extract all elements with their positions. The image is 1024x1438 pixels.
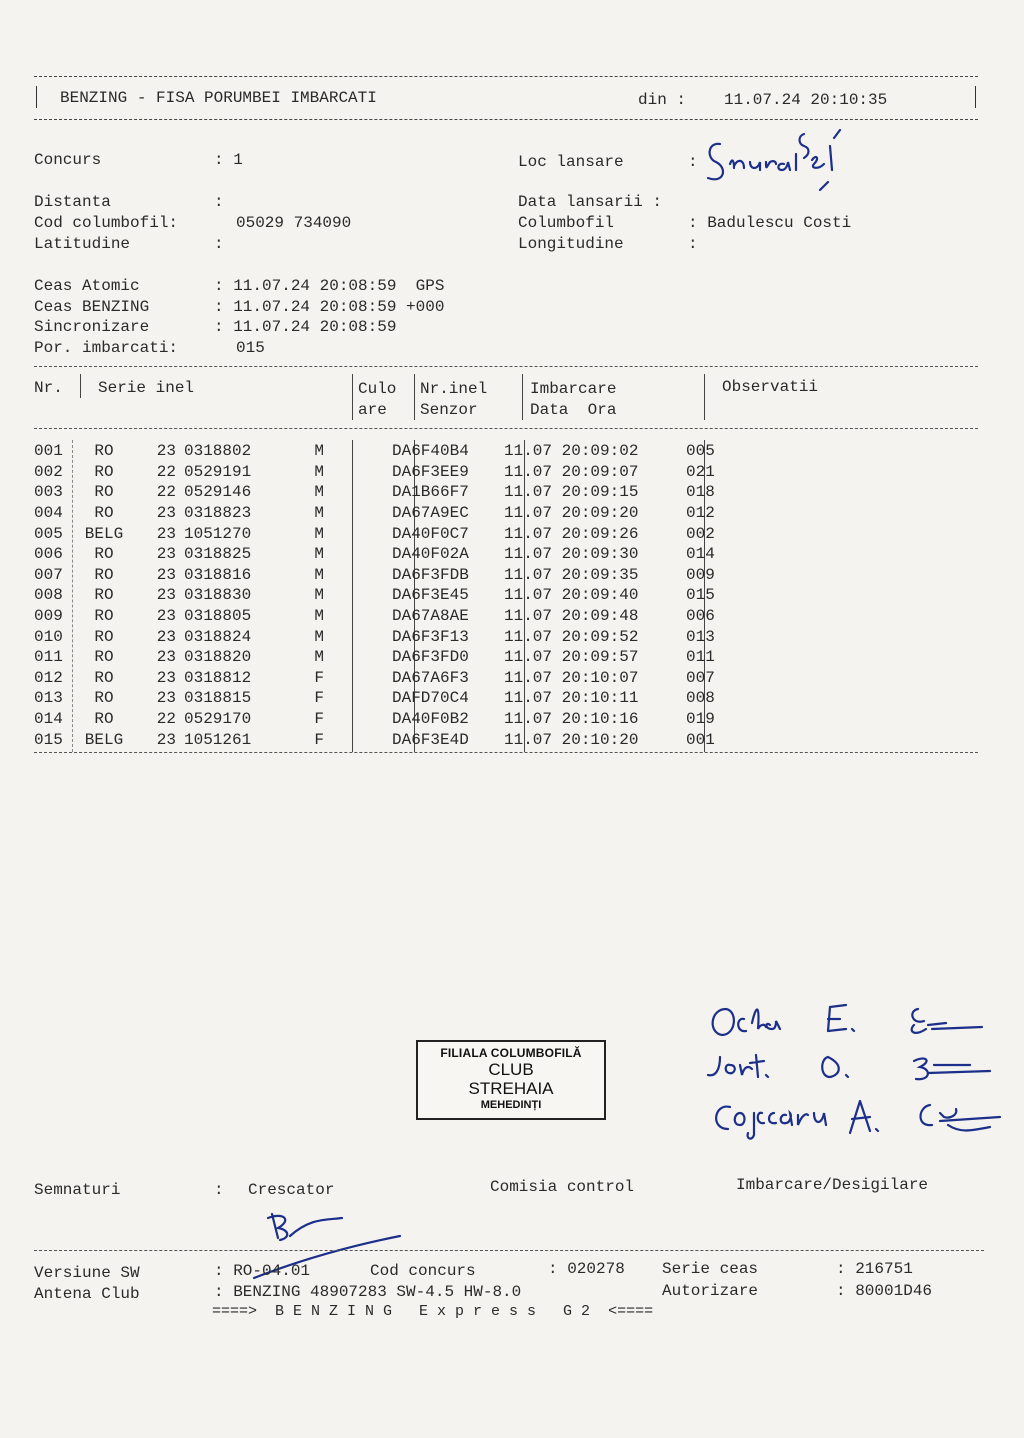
row-color [332, 462, 388, 483]
row-color [332, 523, 388, 544]
row-color [332, 482, 388, 503]
loc-lansare-handwriting [700, 124, 870, 204]
row-observations: 011 [686, 648, 715, 667]
row-country: RO [94, 504, 114, 523]
stamp-line-3: STREHAIA [468, 1079, 554, 1098]
antena-club-value: : BENZING 48907283 SW-4.5 HW-8.0 [214, 1283, 522, 1301]
row-embark-datetime: 11.07 20:09:30 [504, 545, 639, 564]
row-year: 23 [156, 504, 176, 523]
row-observations: 013 [686, 627, 715, 646]
distanta-label: Distanta [34, 193, 111, 211]
table-header-rule [34, 428, 978, 429]
document-title: BENZING - FISA PORUMBEI IMBARCATI [60, 89, 377, 107]
row-observations: 021 [686, 462, 715, 481]
row-country: RO [94, 607, 114, 626]
row-sensor-id: DA40F0B2 [392, 710, 469, 729]
imbarcare-desigilare-label: Imbarcare/Desigilare [736, 1176, 929, 1194]
row-embark-datetime: 11.07 20:09:52 [504, 627, 639, 646]
table-row [34, 462, 715, 483]
row-embark-datetime: 11.07 20:10:07 [504, 668, 639, 687]
row-sensor-id: DAFD70C4 [392, 689, 469, 708]
col-header-nr: Nr. [34, 379, 63, 397]
row-sex: M [314, 648, 324, 667]
table-row [34, 729, 715, 750]
col-header-imbarcare-2: Data Ora [530, 401, 617, 419]
row-embark-datetime: 11.07 20:09:15 [504, 483, 639, 502]
longitudine-label: Longitudine [518, 235, 624, 253]
row-nr: 005 [34, 524, 63, 543]
row-ring-number: 0318802 [184, 442, 252, 461]
table-row [34, 585, 715, 606]
row-year: 23 [156, 545, 176, 564]
comisia-control-label: Comisia control [490, 1178, 635, 1196]
columbofil-label: Columbofil [518, 214, 615, 232]
row-observations: 014 [686, 545, 715, 564]
row-observations: 018 [686, 483, 715, 502]
data-lansarii-label: Data lansarii : [518, 193, 663, 211]
por-imbarcati-value: 015 [236, 339, 265, 357]
row-ring-number: 0318816 [184, 565, 252, 584]
row-year: 23 [156, 648, 176, 667]
row-ring-number: 0318815 [184, 689, 252, 708]
row-observations: 012 [686, 504, 715, 523]
row-sensor-id: DA1B66F7 [392, 483, 469, 502]
row-nr: 011 [34, 648, 63, 667]
row-year: 22 [156, 710, 176, 729]
row-embark-datetime: 11.07 20:09:57 [504, 648, 639, 667]
row-nr: 015 [34, 730, 63, 749]
table-top-rule [34, 366, 978, 367]
sincronizare-label: Sincronizare [34, 318, 150, 336]
row-ring-number: 0529170 [184, 710, 252, 729]
semnaturi-label: Semnaturi [34, 1181, 121, 1199]
stamp-line-1: FILIALA COLUMBOFILĂ [440, 1046, 582, 1060]
row-sensor-id: DA6F40B4 [392, 442, 469, 461]
row-embark-datetime: 11.07 20:09:35 [504, 565, 639, 584]
row-ring-number: 1051270 [184, 524, 252, 543]
row-country: RO [94, 545, 114, 564]
row-observations: 006 [686, 607, 715, 626]
row-ring-number: 0318823 [184, 504, 252, 523]
row-sensor-id: DA6F3F13 [392, 627, 469, 646]
row-year: 22 [156, 483, 176, 502]
row-nr: 004 [34, 504, 63, 523]
cod-columbofil-value: 05029 734090 [236, 214, 352, 232]
row-country: RO [94, 586, 114, 605]
row-color [332, 668, 388, 689]
row-sensor-id: DA40F02A [392, 545, 469, 564]
row-observations: 001 [686, 730, 715, 749]
col-header-inel-2: Senzor [420, 401, 478, 419]
sincronizare-value: : 11.07.24 20:08:59 [214, 318, 397, 336]
club-stamp [416, 1040, 606, 1120]
versiune-sw-label: Versiune SW [34, 1264, 140, 1282]
semnaturi-sep: : [214, 1181, 224, 1199]
row-sensor-id: DA67A8AE [392, 607, 469, 626]
cod-concurs-value: : 020278 [548, 1260, 625, 1278]
versiune-sw-value: : RO-04.01 [214, 1262, 311, 1280]
loc-lansare-label: Loc lansare [518, 153, 624, 171]
row-embark-datetime: 11.07 20:10:11 [504, 689, 639, 708]
commission-handwriting [700, 995, 1020, 1165]
row-sensor-id: DA6F3E45 [392, 586, 469, 605]
cod-columbofil-label: Cod columbofil: [34, 214, 179, 232]
row-color [332, 688, 388, 709]
row-sex: F [314, 668, 324, 687]
row-ring-number: 1051261 [184, 730, 252, 749]
table-row [34, 688, 715, 709]
row-color [332, 709, 388, 730]
row-sensor-id: DA6F3FDB [392, 565, 469, 584]
row-sensor-id: DA40F0C7 [392, 524, 469, 543]
row-sex: M [314, 607, 324, 626]
row-color [332, 647, 388, 668]
row-year: 23 [156, 730, 176, 749]
row-color [332, 606, 388, 627]
row-embark-datetime: 11.07 20:09:02 [504, 442, 639, 461]
row-ring-number: 0318825 [184, 545, 252, 564]
serie-ceas-label: Serie ceas [662, 1260, 759, 1278]
col-header-inel-1: Nr.inel [420, 380, 488, 398]
concurs-label: Concurs [34, 151, 102, 169]
table-bottom-rule [34, 752, 978, 753]
din-label: din : [638, 91, 687, 109]
row-sex: M [314, 524, 324, 543]
pigeon-table [34, 441, 715, 750]
row-nr: 002 [34, 462, 63, 481]
row-country: RO [94, 462, 114, 481]
row-embark-datetime: 11.07 20:10:20 [504, 730, 639, 749]
row-ring-number: 0318805 [184, 607, 252, 626]
row-nr: 012 [34, 668, 63, 687]
table-row [34, 565, 715, 586]
ceas-benzing-label: Ceas BENZING [34, 298, 150, 316]
row-year: 23 [156, 627, 176, 646]
row-ring-number: 0318824 [184, 627, 252, 646]
row-country: RO [94, 442, 114, 461]
col-header-culoare-1: Culo [358, 380, 397, 398]
benzing-banner: ====> B E N Z I N G E x p r e s s G 2 <==== [212, 1303, 654, 1320]
col-header-imbarcare-1: Imbarcare [530, 380, 617, 398]
table-row [34, 503, 715, 524]
crescator-label: Crescator [248, 1181, 335, 1199]
row-ring-number: 0318830 [184, 586, 252, 605]
stamp-line-2: CLUB [488, 1060, 534, 1079]
row-sensor-id: DA6F3E4D [392, 730, 469, 749]
row-sensor-id: DA6F3FD0 [392, 648, 469, 667]
cod-concurs-label: Cod concurs [370, 1262, 476, 1280]
row-nr: 007 [34, 565, 63, 584]
por-imbarcati-label: Por. imbarcati: [34, 339, 179, 357]
row-sex: F [314, 730, 324, 749]
row-nr: 003 [34, 483, 63, 502]
row-color [332, 565, 388, 586]
row-color [332, 441, 388, 462]
row-country: RO [94, 648, 114, 667]
row-sex: M [314, 504, 324, 523]
table-row [34, 626, 715, 647]
row-nr: 001 [34, 442, 63, 461]
row-year: 23 [156, 668, 176, 687]
table-row [34, 523, 715, 544]
footer-rule [34, 1250, 984, 1251]
row-year: 22 [156, 462, 176, 481]
row-nr: 010 [34, 627, 63, 646]
row-year: 23 [156, 565, 176, 584]
row-nr: 006 [34, 545, 63, 564]
concurs-value: : 1 [214, 151, 243, 169]
row-country: BELG [84, 524, 124, 543]
row-observations: 009 [686, 565, 715, 584]
row-ring-number: 0318812 [184, 668, 252, 687]
row-sensor-id: DA6F3EE9 [392, 462, 469, 481]
row-color [332, 503, 388, 524]
table-row [34, 668, 715, 689]
row-color [332, 585, 388, 606]
row-observations: 007 [686, 668, 715, 687]
row-color [332, 544, 388, 565]
row-sex: M [314, 442, 324, 461]
row-year: 23 [156, 607, 176, 626]
row-sex: M [314, 483, 324, 502]
stamp-line-4: MEHEDINȚI [480, 1099, 542, 1111]
header-box [34, 72, 978, 124]
row-sensor-id: DA67A9EC [392, 504, 469, 523]
serie-ceas-value: : 216751 [836, 1260, 913, 1278]
row-embark-datetime: 11.07 20:09:40 [504, 586, 639, 605]
row-country: RO [94, 483, 114, 502]
ceas-atomic-label: Ceas Atomic [34, 277, 140, 295]
autorizare-label: Autorizare [662, 1282, 759, 1300]
row-embark-datetime: 11.07 20:10:16 [504, 710, 639, 729]
row-sex: M [314, 545, 324, 564]
loc-lansare-sep: : [688, 153, 698, 171]
row-country: RO [94, 668, 114, 687]
row-year: 23 [156, 524, 176, 543]
row-color [332, 729, 388, 750]
row-ring-number: 0529191 [184, 462, 252, 481]
longitudine-value: : [688, 235, 698, 253]
row-year: 23 [156, 689, 176, 708]
table-row [34, 441, 715, 462]
row-observations: 002 [686, 524, 715, 543]
columbofil-value: : Badulescu Costi [688, 214, 852, 232]
latitudine-value: : [214, 235, 224, 253]
col-header-observatii: Observatii [722, 378, 819, 396]
row-observations: 015 [686, 586, 715, 605]
row-observations: 005 [686, 442, 715, 461]
row-observations: 008 [686, 689, 715, 708]
table-row [34, 647, 715, 668]
din-value: 11.07.24 20:10:35 [724, 91, 888, 109]
ceas-benzing-value: : 11.07.24 20:08:59 +000 [214, 298, 445, 316]
row-sex: F [314, 710, 324, 729]
row-nr: 009 [34, 607, 63, 626]
row-color [332, 626, 388, 647]
row-country: BELG [84, 730, 124, 749]
row-ring-number: 0529146 [184, 483, 252, 502]
row-sex: M [314, 586, 324, 605]
distanta-value: : [214, 193, 224, 211]
row-year: 23 [156, 442, 176, 461]
row-country: RO [94, 627, 114, 646]
row-sex: M [314, 462, 324, 481]
row-sensor-id: DA67A6F3 [392, 668, 469, 687]
table-row [34, 544, 715, 565]
col-header-serie: Serie inel [98, 379, 195, 397]
row-embark-datetime: 11.07 20:09:20 [504, 504, 639, 523]
row-country: RO [94, 689, 114, 708]
row-ring-number: 0318820 [184, 648, 252, 667]
latitudine-label: Latitudine [34, 235, 131, 253]
col-header-culoare-2: are [358, 401, 387, 419]
row-country: RO [94, 565, 114, 584]
table-row [34, 482, 715, 503]
ceas-atomic-value: : 11.07.24 20:08:59 GPS [214, 277, 445, 295]
row-sex: M [314, 565, 324, 584]
row-embark-datetime: 11.07 20:09:07 [504, 462, 639, 481]
row-embark-datetime: 11.07 20:09:26 [504, 524, 639, 543]
row-country: RO [94, 710, 114, 729]
autorizare-value: : 80001D46 [836, 1282, 933, 1300]
row-embark-datetime: 11.07 20:09:48 [504, 607, 639, 626]
row-observations: 019 [686, 710, 715, 729]
table-row [34, 709, 715, 730]
row-nr: 014 [34, 710, 63, 729]
table-row [34, 606, 715, 627]
row-year: 23 [156, 586, 176, 605]
row-sex: M [314, 627, 324, 646]
row-sex: F [314, 689, 324, 708]
row-nr: 013 [34, 689, 63, 708]
row-nr: 008 [34, 586, 63, 605]
antena-club-label: Antena Club [34, 1285, 140, 1303]
